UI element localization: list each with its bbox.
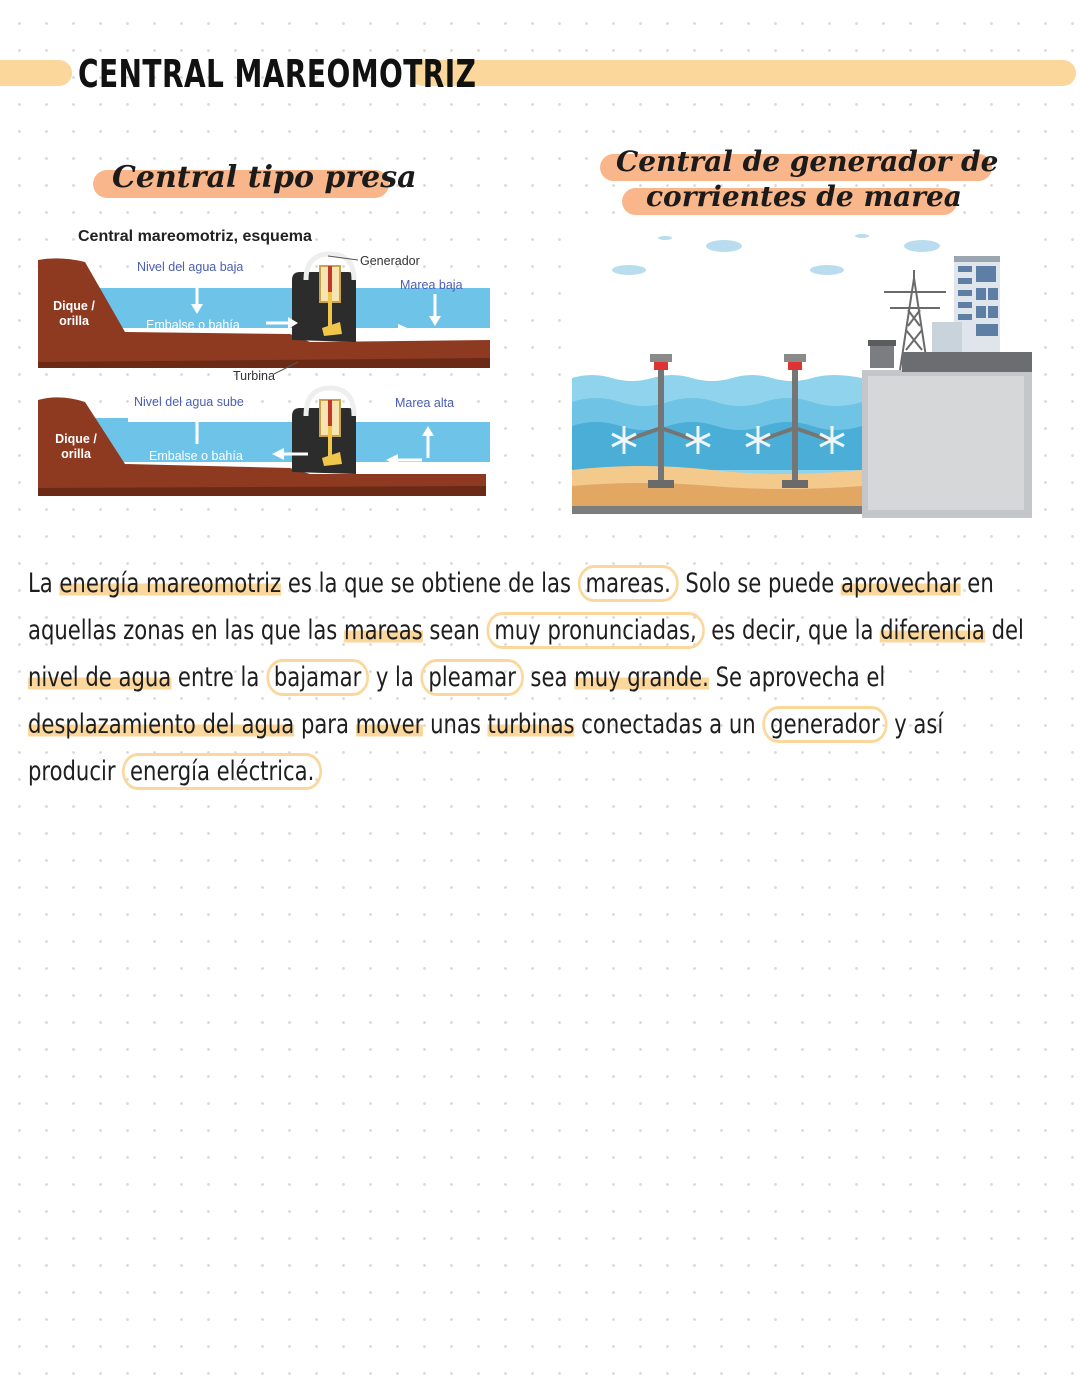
paragraph-line-2: aquellas zonas en las que las mareas sean muy pronunciadas, es decir, que la diferencia del [28, 607, 933, 654]
highlight-diferencia: diferencia [880, 615, 985, 646]
label-rising-level: Nivel del agua sube [134, 395, 244, 409]
tidal-stream-graphic [572, 230, 1032, 518]
circled-pleamar: pleamar [421, 659, 524, 696]
paragraph-line-4: desplazamiento del agua para mover unas turbinas conectadas a un generador y así [28, 701, 933, 748]
circled-bajamar: bajamar [266, 659, 369, 696]
barrage-diagram-graphic [30, 222, 500, 512]
label-dike-bottom: Dique / orilla [55, 432, 97, 461]
title-highlight-left [0, 60, 72, 86]
highlight-desplazamiento: desplazamiento del agua [28, 709, 295, 740]
label-low-level: Nivel del agua baja [137, 260, 244, 274]
circled-generador: generador [762, 706, 887, 743]
highlight-muy-grande: muy grande. [574, 662, 709, 693]
highlight-mover: mover [355, 709, 424, 740]
label-generator: Generador [360, 254, 420, 268]
label-dike-top: Dique / orilla [53, 299, 95, 328]
tidal-stream-illustration [572, 230, 1032, 518]
circled-muy-pronunciadas: muy pronunciadas, [486, 612, 704, 649]
highlight-nivel-de-agua: nivel de agua [28, 662, 172, 693]
subtitle-right-line1: Central de generador de [616, 145, 999, 178]
label-turbine: Turbina [233, 369, 275, 383]
diagram-title: Central mareomotriz, esquema [78, 228, 312, 245]
highlight-mareas: mareas [344, 615, 423, 646]
label-low-tide: Marea baja [400, 278, 463, 292]
title-highlight-right [410, 60, 1076, 86]
circled-mareas: mareas. [578, 565, 679, 602]
highlight-energia-mareomotriz: energía mareomotriz [59, 568, 282, 599]
label-high-tide: Marea alta [395, 396, 455, 410]
paragraph-line-1: La energía mareomotriz es la que se obtiene de las mareas. Solo se puede aprovechar en [28, 560, 933, 607]
paragraph-line-5: producir energía eléctrica. [28, 748, 933, 795]
body-paragraph [28, 560, 1068, 795]
highlight-turbinas: turbinas [487, 709, 575, 740]
circled-energia-electrica: energía eléctrica. [122, 753, 322, 790]
label-reservoir-bottom: Embalse o bahía [149, 449, 243, 463]
highlight-aprovechar: aprovechar [840, 568, 961, 599]
barrage-diagram [30, 222, 500, 512]
subtitle-left: Central tipo presa [112, 160, 417, 195]
label-reservoir-top: Embalse o bahía [146, 318, 240, 332]
subtitle-right-line2: corrientes de marea [646, 180, 962, 213]
page-title: CENTRAL MAREOMOTRIZ [78, 52, 477, 96]
paragraph-line-3: nivel de agua entre la bajamar y la pleamar sea muy grande. Se aprovecha el [28, 654, 933, 701]
